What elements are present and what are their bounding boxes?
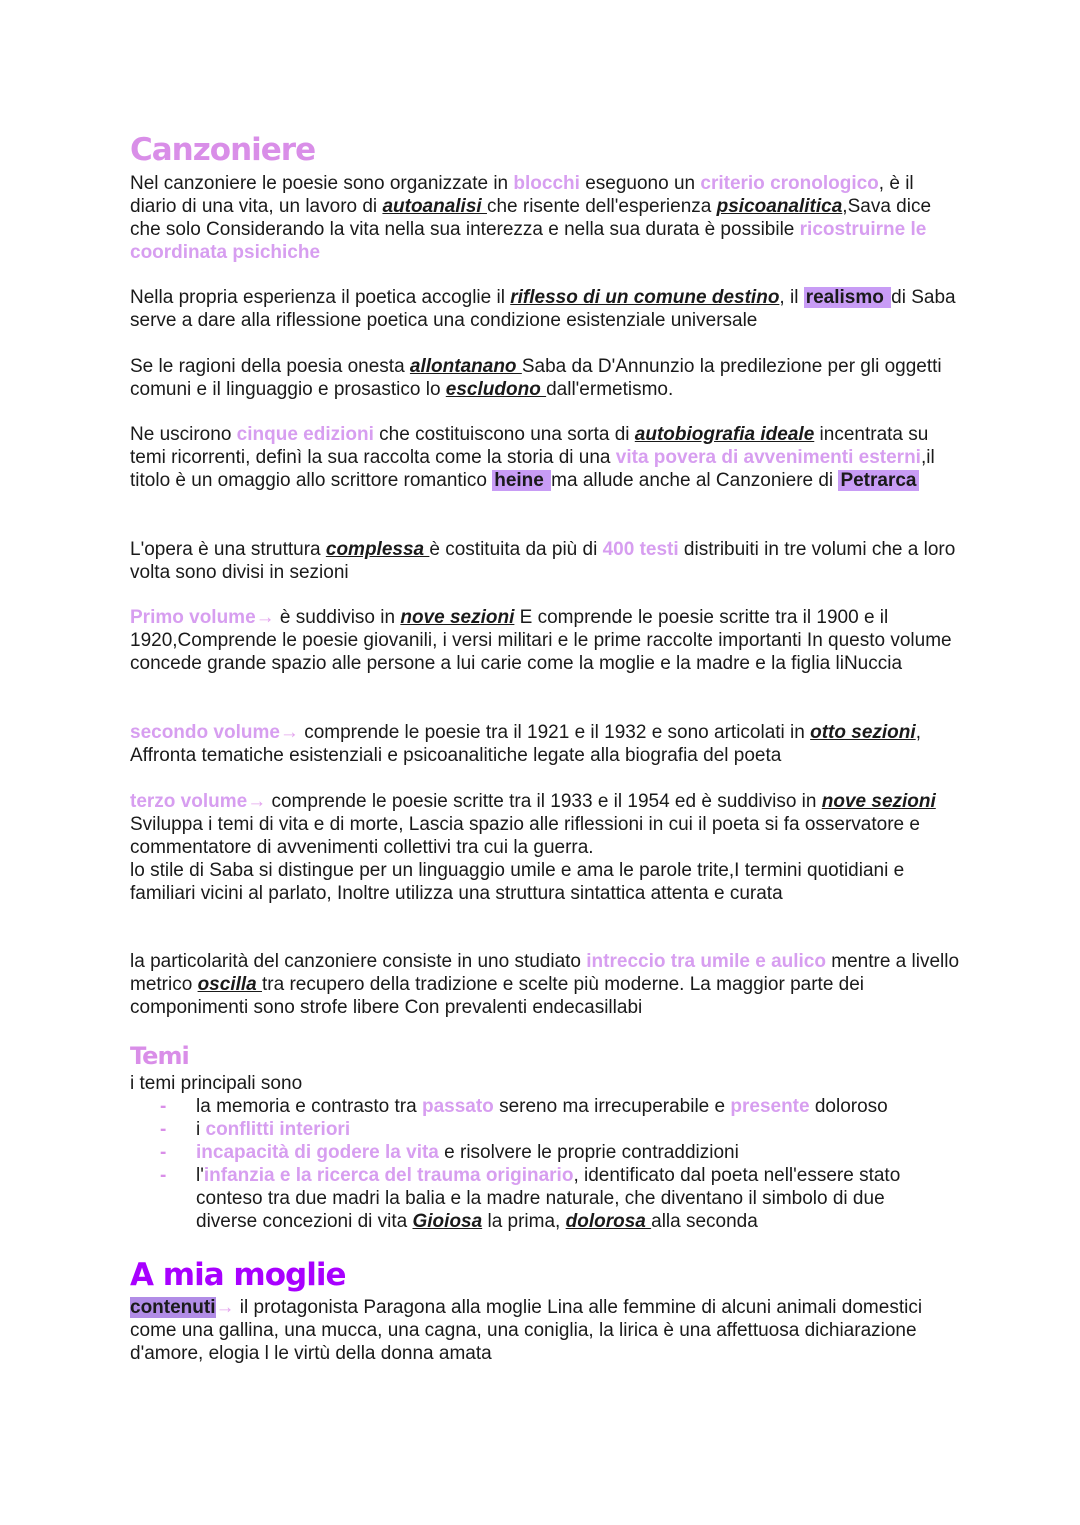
text: il protagonista Paragona alla moglie Lina alle femmine di alcuni animali domestici come una gallina, una mucca, una cagna, una coniglia, la lirica è una affettuosa dichiarazione d'amore, elogia l le virtù della donna amata [130,1297,923,1364]
text: , identificato dal poeta nell'essere stato conteso tra due madri la balia e la madre naturale, che diventano il simbolo di due diverse concezioni di vita [196,1165,901,1232]
term-dolorosa: dolorosa [565,1211,652,1232]
term-riflesso: riflesso di un comune destino [510,287,780,308]
text: tra recupero della tradizione e scelte più moderne. La maggior parte dei componimenti sono strofe libere Con prevalenti endecasillabi [130,974,865,1018]
text: che costituiscono una sorta di [373,424,635,445]
text: Nella propria esperienza il poetica accoglie il [130,287,511,308]
bullet-dash: - [160,1096,167,1117]
term-cinque-edizioni: cinque edizioni [236,424,374,445]
arrow-icon: → [247,791,267,812]
paragraph-intro [130,172,960,264]
term-nove-sezioni: nove sezioni [400,607,515,628]
term-otto-sezioni: otto sezioni [810,722,916,743]
text: Ne uscirono [130,424,237,445]
text: la particolarità del canzoniere consiste in uno studiato [130,951,587,972]
arrow-icon: → [255,607,275,628]
heading-a-mia-moglie: A mia moglie [130,1257,346,1293]
text: , il [779,287,804,308]
bullet-dash: - [160,1119,167,1140]
paragraph-particolarita [130,950,960,1019]
text: , Affronta tematiche esistenziali e psicoanalitiche legate alla biografia del poeta [130,722,921,766]
text: comprende le poesie tra il 1921 e il 1932 e sono articolati in [298,722,811,743]
term-400-testi: 400 testi [602,539,679,560]
paragraph-edizioni [130,423,960,492]
text: la prima, [482,1211,566,1232]
text: i [196,1119,206,1140]
text: dall'ermetismo. [546,379,674,400]
text: ,il titolo è un omaggio allo scrittore romantico [130,447,935,491]
text: lo stile di Saba si distingue per un linguaggio umile e ama le parole trite,I termini quotidiani e familiari vicini al parlato, Inoltre utilizza una struttura sintattica attenta e curata [130,860,905,904]
arrow-icon: → [279,722,299,743]
term-secondo-volume: secondo volume [130,722,280,743]
term-coordinate: ricostruirne le coordinata psichiche [130,219,927,263]
text: Sviluppa i temi di vita e di morte, Lascia spazio alle riflessioni in cui il poeta si fa osservatore e commentatore di avvenimenti collettivi tra cui la guerra. [130,814,920,858]
text: la memoria e contrasto tra [196,1096,422,1117]
term-terzo-volume: terzo volume [130,791,248,812]
term-complessa: complessa [325,539,430,560]
highlight-petrarca: Petrarca [840,470,917,491]
list-item [160,1164,950,1233]
text: Saba da D'Annunzio la predilezione per gli oggetti comuni e il linguaggio e prosastico lo [130,356,942,400]
temi-intro: i temi principali sono [130,1073,303,1094]
text: è costituita da più di [429,539,603,560]
term-allontanano: allontanano [409,356,522,377]
text: L'opera è una struttura [130,539,326,560]
text: sereno ma irrecuperabile e [493,1096,731,1117]
text: comprende le poesie scritte tra il 1933 e il 1954 ed è suddiviso in [266,791,822,812]
term-nove-sezioni: nove sezioni [821,791,936,812]
paragraph-struttura [130,538,960,584]
bullet-dash: - [160,1142,167,1163]
term-vita-povera: vita povera di avvenimenti esterni [615,447,921,468]
highlight-contenuti: contenuti [130,1297,216,1318]
bullet-dash: - [160,1165,167,1186]
text: Nel canzoniere le poesie sono organizzate in [130,173,514,194]
text: distribuiti in tre volumi che a loro volta sono divisi in sezioni [130,539,956,583]
text: , è il diario di una vita, un lavoro di [130,173,914,217]
highlight-heine: heine [494,470,550,491]
paragraph-ragioni [130,355,960,401]
term-psicoanalitica: psicoanalitica [716,196,843,217]
list-item [160,1095,950,1118]
heading-canzoniere: Canzoniere [130,132,316,168]
text: incentrata su temi ricorrenti, definì la sua raccolta come la storia di una [130,424,929,468]
list-item [160,1141,950,1164]
term-oscilla: oscilla [197,974,262,995]
term-conflitti: conflitti interiori [205,1119,351,1140]
text: e risolvere le proprie contraddizioni [438,1142,739,1163]
text: mentre a livello metrico [130,951,960,995]
temi-list [160,1095,950,1233]
term-primo-volume: Primo volume [130,607,256,628]
term-autoanalisi: autoanalisi [382,196,487,217]
highlight-realismo: realismo [805,287,890,308]
paragraph-realismo [130,286,960,332]
text: l' [196,1165,204,1186]
text: ma allude anche al Canzoniere di [551,470,839,491]
text: doloroso [809,1096,888,1117]
text: è suddiviso in [274,607,401,628]
term-passato: passato [421,1096,494,1117]
text: Se le ragioni della poesia onesta [130,356,410,377]
term-criterio-cronologico: criterio cronologico [700,173,879,194]
paragraph-secondo-volume [130,721,960,767]
term-blocchi: blocchi [513,173,580,194]
term-infanzia: infanzia e la ricerca del trauma originario [203,1165,574,1186]
term-escludono: escludono [445,379,547,400]
term-autobiografia-ideale: autobiografia ideale [634,424,815,445]
arrow-icon: → [215,1297,235,1318]
text: ,Sava dice che solo Considerando la vita nella sua interezza e nella sua durata è possibile [130,196,932,240]
paragraph-primo-volume [130,606,960,675]
text: che risente dell'esperienza [486,196,717,217]
term-presente: presente [730,1096,810,1117]
text: eseguono un [579,173,701,194]
paragraph-contenuti [130,1296,960,1365]
term-gioiosa: Gioiosa [412,1211,483,1232]
list-item [160,1118,950,1141]
heading-temi: Temi [130,1042,189,1070]
text: E comprende le poesie scritte tra il 1900 e il 1920,Comprende le poesie giovanili, i versi militari e le prime raccolte importanti In questo volume concede grande spazio alle persone a lui carie come la moglie e la madre e la figlia liNuccia [130,607,952,674]
term-intreccio: intreccio tra umile e aulico [586,951,826,972]
text: di Saba serve a dare alla riflessione poetica una condizione esistenziale universale [130,287,956,331]
paragraph-terzo-volume [130,790,960,905]
term-incapacita: incapacità di godere la vita [196,1142,439,1163]
text: alla seconda [651,1211,758,1232]
